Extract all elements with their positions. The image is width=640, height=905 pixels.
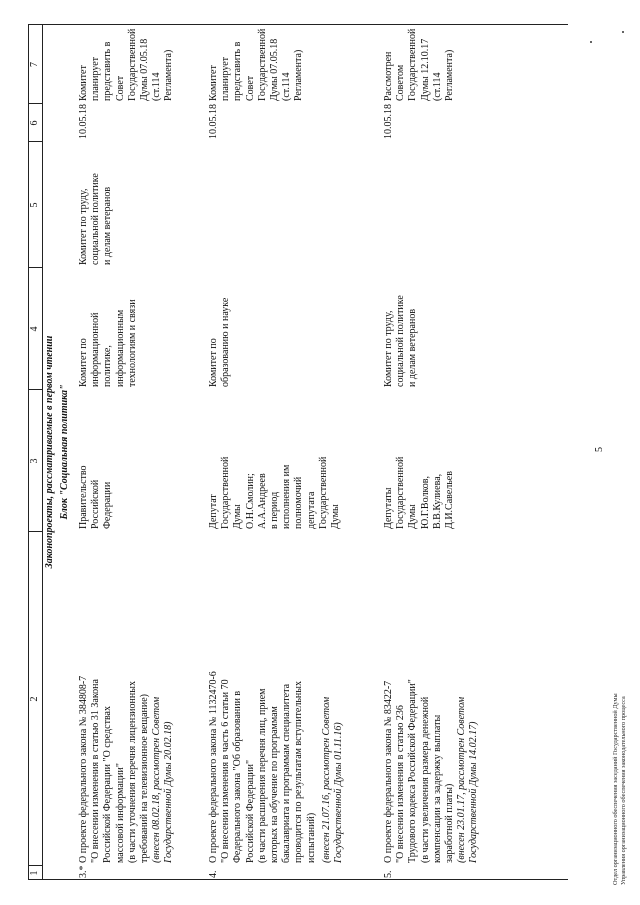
bill-note: (внесен 21.07.16, рассмотрен Советом Государственной Думы 01.11.16) [321,696,345,863]
header-row-border [42,24,43,880]
column-number-7: 7 [29,62,40,67]
consideration-date: 10.05.18 [208,104,219,139]
bill-note: (внесен 08.02.18, рассмотрен Советом Государственной Думы 20.02.18) [151,696,175,863]
bill-status: Комитет планирует представить в Совет Государственной Думы 07.05.18 (ст.114 Регламента) [78,28,175,101]
bill-author: Депутат Государственной Думы О.Н.Смолин; А.А.Андреев в период исполнения им полномочий депутата Государственной Думы [208,456,342,529]
bill-title: О проекте федерального закона № 384808-7 "О внесении изменения в статью 31 Закона Российской Федерации "О средствах массовой информации" (в части уточнения перечня лицензионных требований на телевизионное вещание) [78,675,151,863]
row-number: 4. [208,870,219,878]
column-number-3: 3 [29,458,40,464]
footer-line-2: Управления организационного обеспечения законодательного процесса [620,696,627,885]
bill-author: Депутаты Государственной Думы Ю.Г.Волков, В.В.Кулиева, Д.И.Савельев [383,456,456,529]
responsible-committee: Комитет по образованию и науке [208,297,232,387]
column-number-5: 5 [29,202,40,208]
section-title: Законопроекты, рассматриваемые в первом чтении [44,335,55,569]
consideration-date: 10.05.18 [383,104,394,139]
consideration-date: 10.05.18 [78,104,89,139]
block-title: Блок "Социальная политика" [59,384,70,520]
footer-line-1: Отдел организационного обеспечения заседаний Государственной Думы [612,693,619,885]
bill-title: О проекте федерального закона № 1132470-6 "О внесении изменения в часть 6 статьи 70 Федерального закона "Об образовании в Российской Федерации" (в части расширения перечня лиц, прием которых на обучение по программам бакалавриата и программам специалитета проводится по результатам вступительных испытаний) [208,671,317,863]
row-number: 3.* [78,865,89,878]
column-number-4: 4 [29,326,40,332]
responsible-committee: Комитет по информационной политике, информационным технологиям и связи [78,299,138,387]
column-number-1: 1 [29,870,40,876]
bills-table [28,24,568,880]
bill-status: Комитет планирует представить в Совет Государственной Думы 07.05.18 (ст.114 Регламента) [208,28,305,101]
responsible-committee: Комитет по труду, социальной политике и делам ветеранов [383,295,419,387]
column-number-6: 6 [29,120,40,126]
bill-title: О проекте федерального закона № 83422-7 "О внесении изменения в статью 236 Трудового кодекса Российской Федерации" (в части увеличения размера денежной компенсации за задержку выплаты заработной платы) [383,679,456,863]
bill-note: (внесен 23.01.17, рассмотрен Советом Государственной Думы 14.02.17) [456,696,480,863]
bill-status: Рассмотрен Советом Государственной Думы 12.10.17 (ст.114 Регламента) [383,28,456,101]
column-number-2: 2 [29,696,40,702]
row-number: 5. [383,870,394,878]
bill-author: Правительство Российской Федерации [78,465,114,529]
table-left-border [28,879,568,880]
co-committee: Комитет по труду, социальной политике и делам ветеранов [78,173,114,265]
page-number: 5 [594,447,605,452]
scan-speck [622,31,624,33]
scan-speck [590,41,592,43]
